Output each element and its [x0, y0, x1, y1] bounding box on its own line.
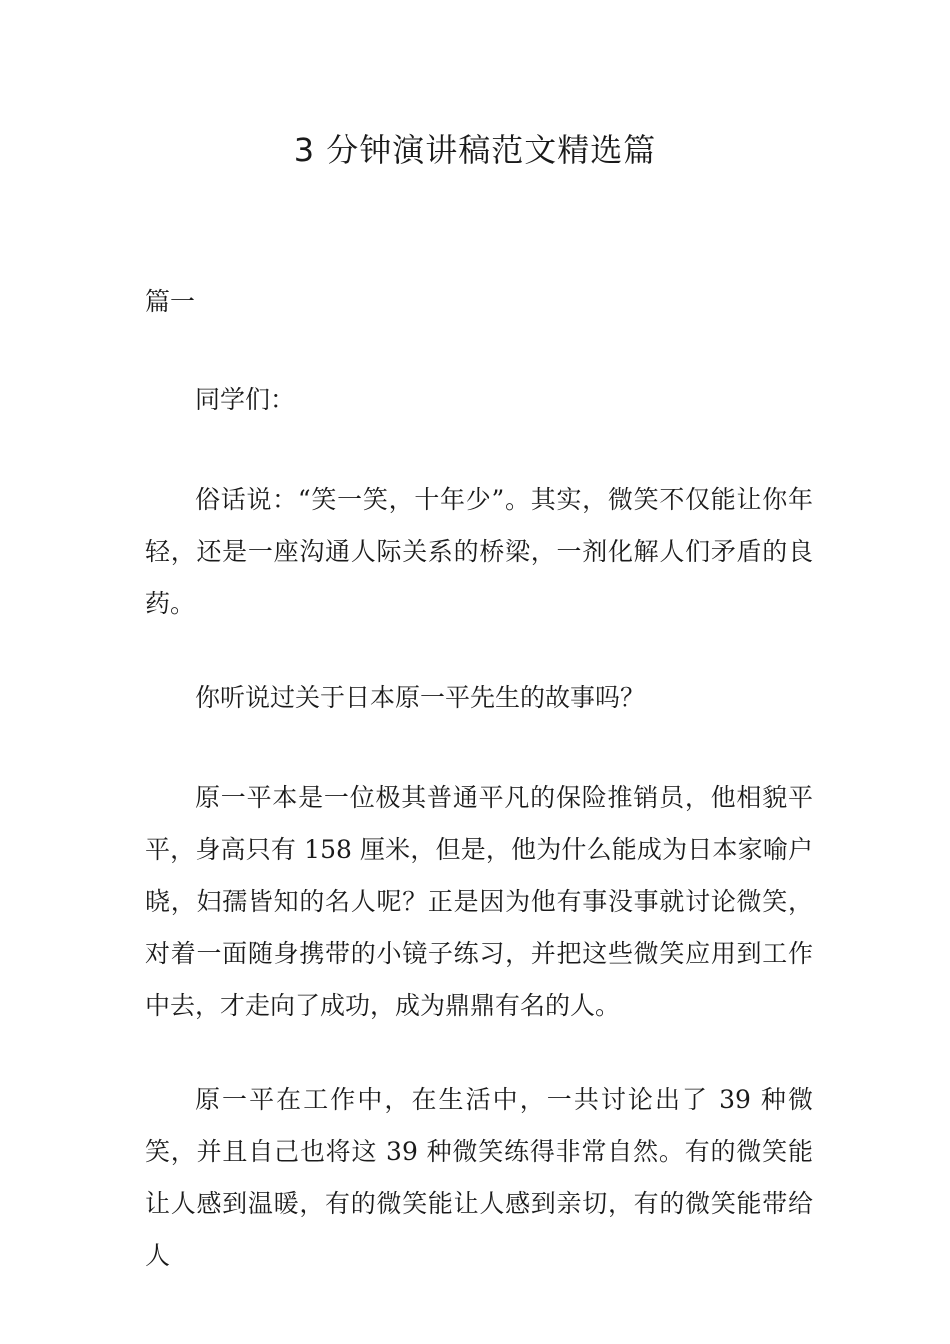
paragraph-greeting: 同学们： — [195, 385, 296, 414]
document-title: 3 分钟演讲稿范文精选篇 — [293, 131, 657, 169]
paragraph-question: 你听说过关于日本原一平先生的故事吗？ — [195, 683, 646, 712]
section-heading: 篇一 — [145, 287, 196, 316]
paragraph-smile-proverb: 俗话说：“笑一笑，十年少”。其实，微笑不仅能让你年轻，还是一座沟通人际关系的桥梁，一剂化解人们矛盾的良药。 — [145, 485, 813, 618]
paragraph-39-smiles: 原一平在工作中，在生活中，一共讨论出了 39 种微笑，并且自己也将这 39 种微笑练得非常自然。有的微笑能让人感到温暖，有的微笑能让人感到亲切，有的微笑能带给人 — [145, 1085, 813, 1270]
paragraph-story: 原一平本是一位极其普通平凡的保险推销员，他相貌平平，身高只有 158 厘米，但是，他为什么能成为日本家喻户晓，妇孺皆知的名人呢？正是因为他有事没事就讨论微笑，对着一面随身携带的小镜子练习，并把这些微笑应用到工作中去，才走向了成功，成为鼎鼎有名的人。 — [145, 783, 813, 1020]
